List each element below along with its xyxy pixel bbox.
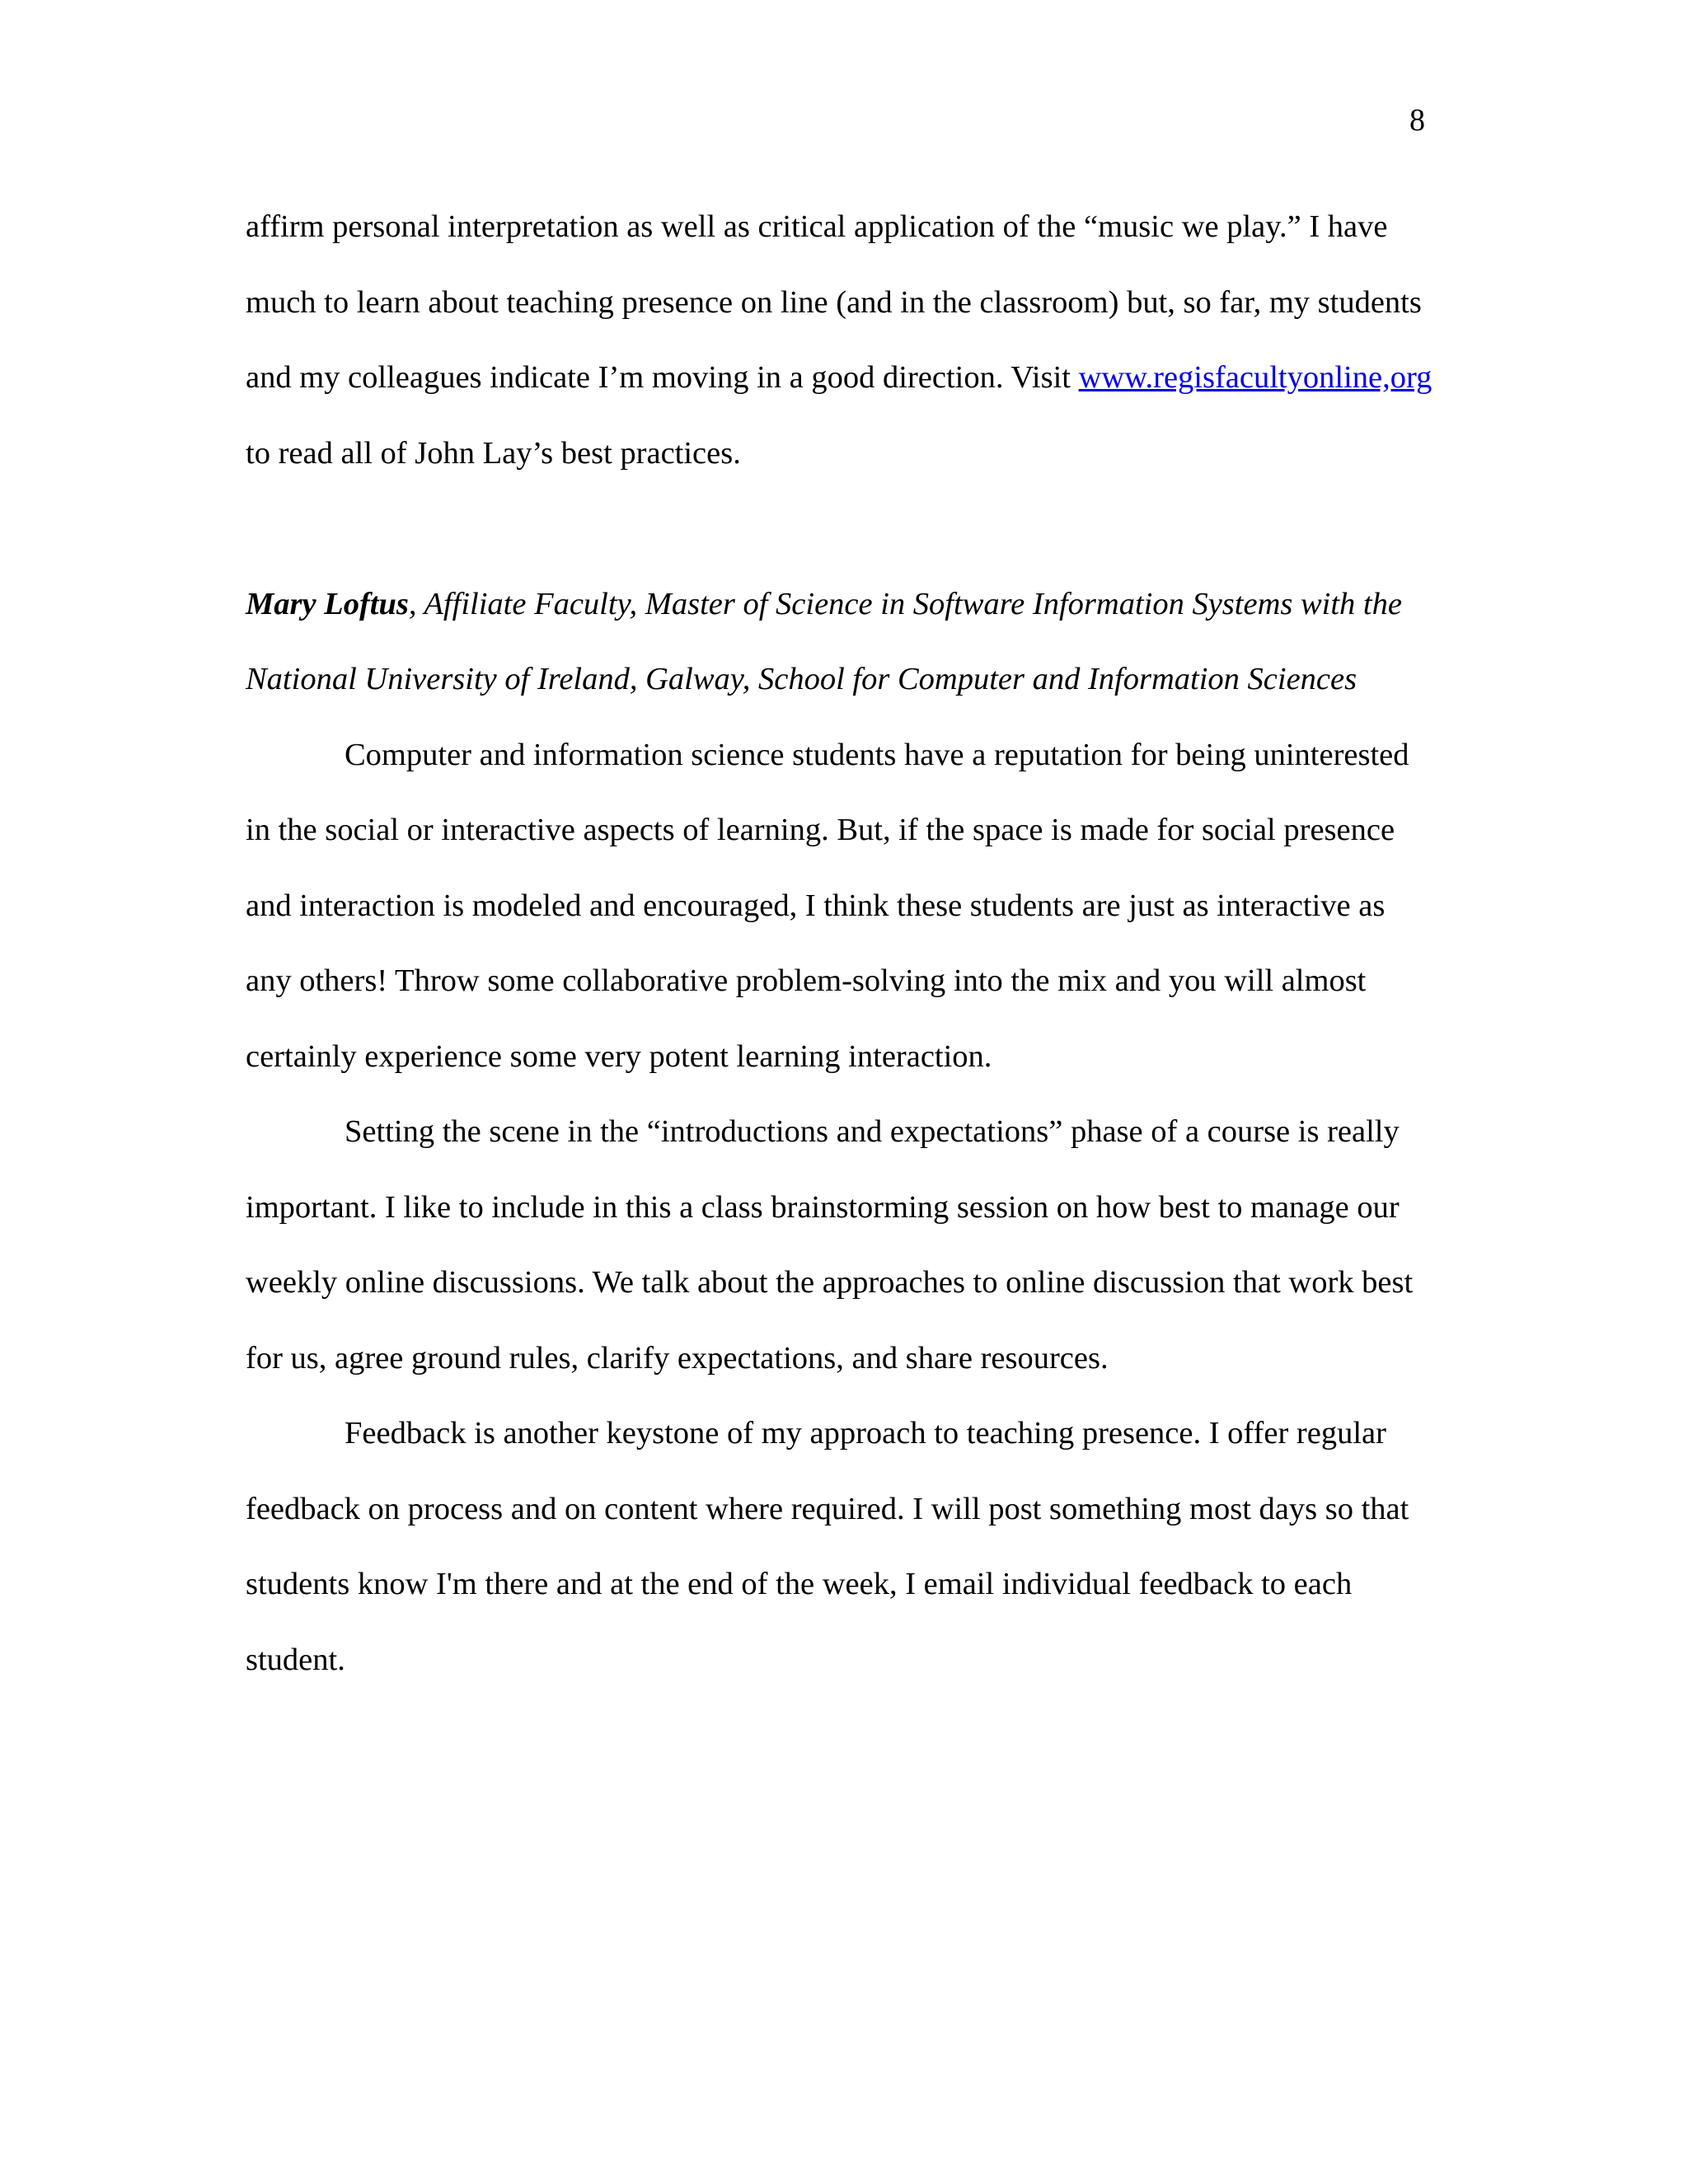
page-number: 8 [1409,103,1425,138]
document-body [246,190,1432,1698]
paragraph-text: to read all of John Lay’s best practices. [246,435,741,471]
continuation-paragraph [246,190,1432,491]
author-name: Mary Loftus [246,586,409,621]
body-paragraph: Setting the scene in the “introductions and expectations” phase of a course is really important. I like to include in this a class brainstorming session on how best to manage our weekly online discussions. We talk about the approaches to online discussion that work best for us, agree ground rules, clarify expectations, and share resources. [246,1114,1414,1376]
body-paragraph: Feedback is another keystone of my approach to teaching presence. I offer regular feedback on process and on content where required. I will post something most days so that students know I'm there and at the end of the week, I email individual feedback to each student. [246,1416,1409,1677]
regis-faculty-link[interactable]: www.regisfacultyonline,org [1078,360,1432,395]
body-paragraph: Computer and information science students have a reputation for being uninterested in the social or interactive aspects of learning. But, if the space is made for social presence and interaction is modeled and encouraged, I think these students are just as interactive as any others! Throw some collaborative problem-solving into the mix and you will almost certainly experience some very potent learning interaction. [246,737,1409,1074]
author-byline [246,567,1432,718]
section-spacer [246,491,1432,567]
author-affiliation: , Affiliate Faculty, Master of Science in Software Information Systems with the National University of Ireland, Galway, School for Computer and Information Sciences [246,586,1402,696]
paragraph-text: affirm personal interpretation as well as critical application of the “music we play.” I have much to learn about teaching presence on line (and in the classroom) but, so far, my students and my colleagues indicate I’m moving in a good direction. Visit [246,209,1422,395]
